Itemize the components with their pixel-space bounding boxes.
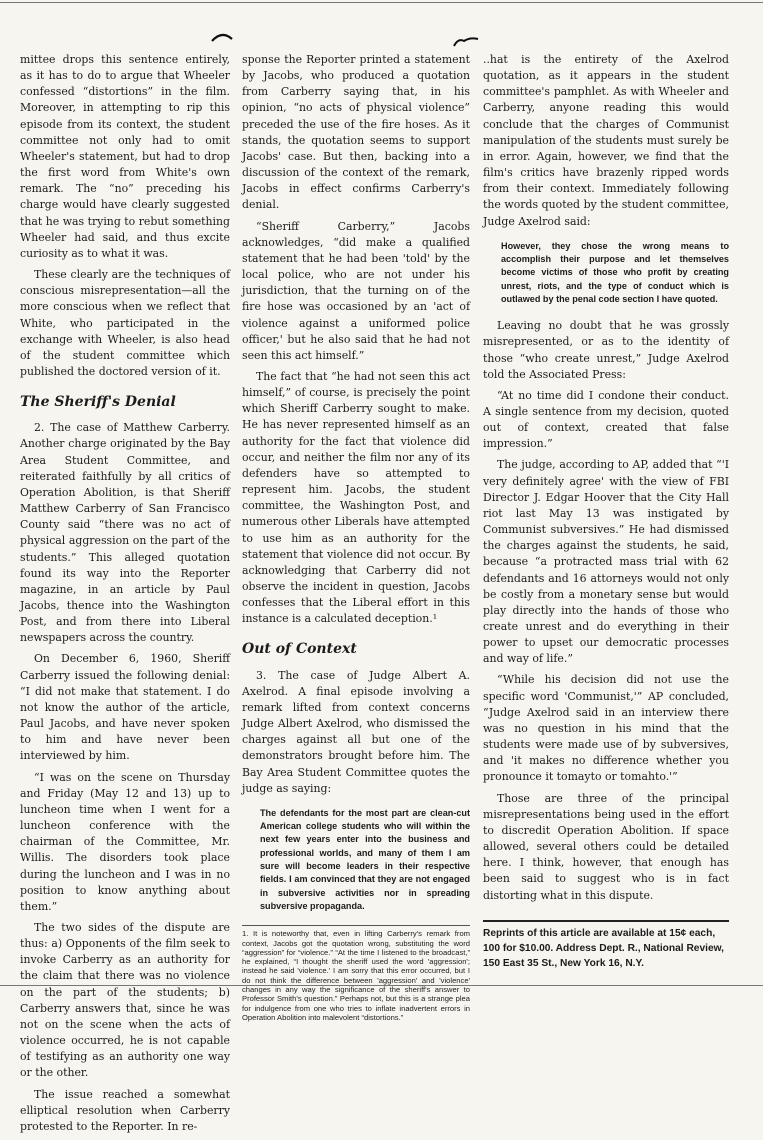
section-heading: Out of Context — [242, 641, 357, 658]
footnote: 1. It is noteworthy that, even in lifting Carberry's remark from context, Jacobs got the quotation wrong, substituting the word “aggression” for “violence.” “At the time I listened to the broadcast,” he explained, “I thought the sheriff used the word 'aggression'; instead he said 'violence.' I am sorry that this error occurred, but I do not think the difference between 'aggression' and 'violence' changes in any way the significance of the sheriff's answer to Professor Smith's question.” Perhaps not, but this is a strange plea for indulgence from one who tries to inflate inadvertent errors in Operation Abolition into malevolent “distortions.” — [242, 925, 470, 1022]
paragraph: The two sides of the dispute are thus: a) Opponents of the film seek to invoke Carberry as an authority for the claim that there was no violence on the part of the students; b) Carberry answers that, since he was not on the scene when the acts of violence occurred, he is not capable of testifying as an authority one way or the other. — [20, 920, 230, 1080]
hand-mark-icon-2 — [452, 34, 480, 48]
paragraph: “While his decision did not use the specific word 'Communist,'” AP concluded, “Judge Axelrod said in an interview there was no question in his mind that the students were made use of by subversives, and 'it makes no difference whether you pronounce it tomayto or tomahto.'” — [483, 673, 729, 784]
hand-mark-icon — [210, 30, 234, 44]
reprint-notice: Reprints of this article are available at 15¢ each, 100 for $10.00. Address Dept. R., National Review, 150 East 35 St., New York 16, N.Y. — [483, 920, 729, 972]
paragraph: These clearly are the techniques of conscious misrepresentation—all the more conscious when we reflect that White, who participated in the exchange with Wheeler, is also head of the student committee which published the doctored version of it. — [20, 268, 230, 378]
paragraph: The fact that “he had not seen this act himself,” of course, is precisely the point which Sheriff Carberry sought to make. He has never represented himself as an authority for the fact that violence did occur, and neither the film nor any of its defenders have so attempted to represent him. Jacobs, the student committee, the Washington Post, and numerous other Liberals have attempted to use him as an authority for the statement that violence did not occur. By acknowledging that Carberry did not observe the incident in question, Jacobs confesses that the Liberal effort in this instance is a calculated deception.¹ — [242, 369, 470, 626]
top-page-rule — [0, 2, 763, 3]
paragraph: ..hat is the entirety of the Axelrod quotation, as it appears in the student committee's pamphlet. As with Wheeler and Carberry, anyone reading this would conclude that the charges of Communist manipulation of the students must surely be in error. Again, however, we find that the film's critics have brazenly ripped words from their context. Immediately following the words quoted by the student committee, Judge Axelrod said: — [483, 53, 729, 228]
paragraph: The judge, according to AP, added that “'I very definitely agree' with the view of FBI Director J. Edgar Hoover that the City Hall riot last May 13 was instigated by Communist subversives.” He had dismissed the charges against the students, he said, because “a protracted mass trial with 62 defendants and 16 attorneys would not only be costly from a monetary sense but would play directly into the hands of those who create unrest and do everything in their power to upset our democratic processes and way of life.” — [483, 458, 729, 666]
paragraph: “Sheriff Carberry,” Jacobs acknowledges, “did make a qualified statement that he had been 'told' by the local police, who are not under his jurisdiction, that the turning on of the fire hose was occasioned by an 'act of violence against a uniformed police officer,' but he also said that he had not seen this act himself.” — [242, 219, 470, 362]
paragraph: The issue reached a somewhat elliptical resolution when Carberry protested to the Reporter. In re- — [20, 1087, 230, 1133]
section-heading: The Sheriff's Denial — [20, 394, 176, 411]
paragraph: “I was on the scene on Thursday and Friday (May 12 and 13) up to luncheon time when I went for a luncheon conference with the chairman of the Committee, Mr. Willis. The disorders took place during the luncheon and I was in no position to know anything about them.” — [20, 770, 230, 913]
paragraph: “At no time did I condone their conduct. A single sentence from my decision, quoted out of context, created that false impression.” — [483, 388, 729, 451]
paragraph: 3. The case of Judge Albert A. Axelrod. A final episode involving a remark lifted from context concerns Judge Albert Axelrod, who dismissed the charges against all but one of the demonstrators brought before him. The Bay Area Student Committee quotes the judge as saying: — [242, 668, 470, 795]
column-3 — [483, 52, 729, 971]
paragraph: Leaving no doubt that he was grossly misrepresented, or as to the identity of those “who create unrest,” Judge Axelrod told the Associated Press: — [483, 319, 729, 381]
block-quote: However, they chose the wrong means to accomplish their purpose and let themselves become victims of those who profit by creating unrest, riots, and the type of conduct which is outlawed by the penal code section I have quoted. — [501, 240, 729, 304]
column-2 — [242, 52, 470, 1022]
paragraph: sponse the Reporter printed a statement by Jacobs, who produced a quotation from Carberry saying that, in his opinion, “no acts of physical violence” preceded the use of the fire hoses. As it stands, the quotation seems to support Jacobs' case. But then, backing into a discussion of the context of the remark, Jacobs in effect confirms Carberry's denial. — [242, 53, 470, 212]
paragraph: Those are three of the principal misrepresentations being used in the effort to discredit Operation Abolition. If space allowed, several others could be detailed here. I think, however, that enough has been said to suggest who is in fact distorting what in this dispute. — [483, 791, 729, 902]
paragraph: mittee drops this sentence entirely, as it has to do to argue that Wheeler confessed “distortions” in the film. Moreover, in attempting to rip this episode from its context, the student committee not only had to omit Wheeler's statement, but had to drop the first word from White's own remark. The “no” preceding his charge would have clearly suggested that he was trying to rebut something Wheeler had said, and thus excite curiosity as to what it was. — [20, 53, 230, 260]
paragraph: 2. The case of Matthew Carberry. Another charge originated by the Bay Area Student Committee, and reiterated faithfully by all critics of Operation Abolition, is that Sheriff Matthew Carberry of San Francisco County said “there was no act of physical aggression on the part of the students.” This alleged quotation found its way into the Reporter magazine, in an article by Paul Jacobs, thence into the Washington Post, and from there into Liberal newspapers across the country. — [20, 421, 230, 645]
column-1 — [20, 52, 230, 1140]
block-quote: The defendants for the most part are clean-cut American college students who will within the next few years enter into the business and professional worlds, and many of them I am sure will become leaders in their respective fields. I am convinced that they are not engaged in subversive activities nor in spreading subversive propaganda. — [260, 807, 470, 911]
paragraph: On December 6, 1960, Sheriff Carberry issued the following denial: “I did not make that statement. I do not know the author of the article, Paul Jacobs, and have never spoken to him and have never been interviewed by him. — [20, 652, 230, 763]
